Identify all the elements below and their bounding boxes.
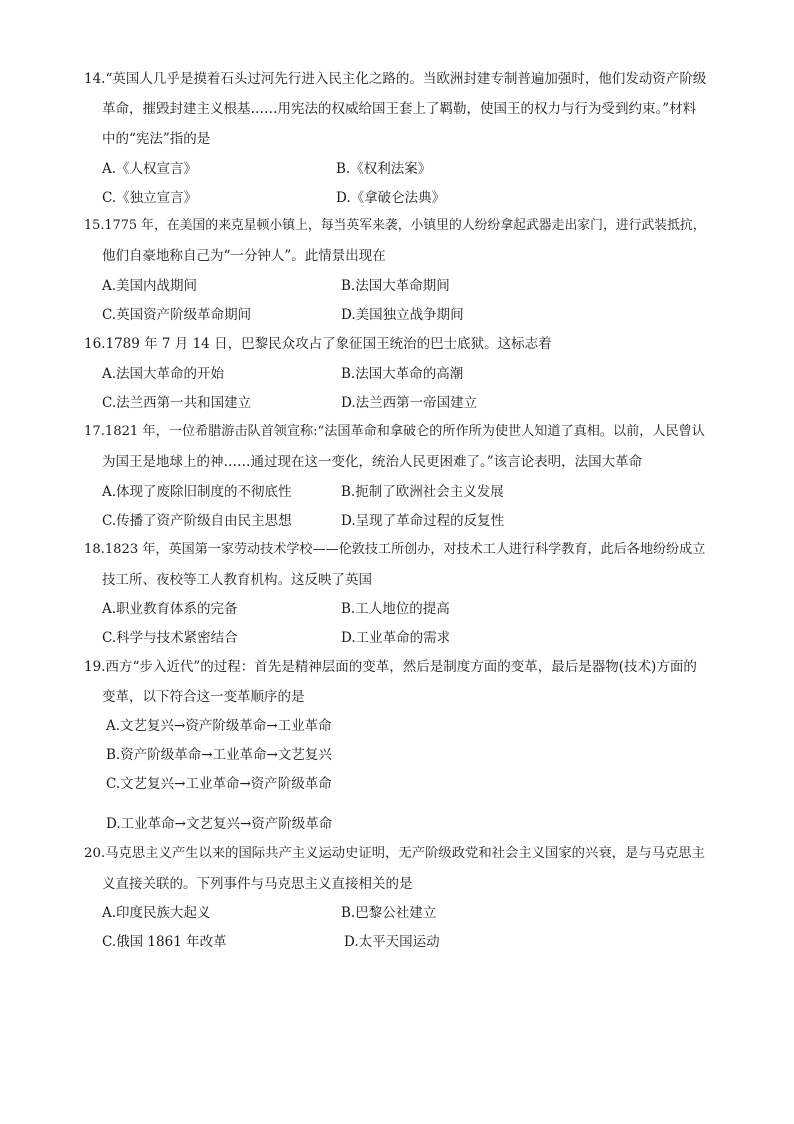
option-a: A.美国内战期间 [102,278,198,294]
option-b: B.资产阶级革命→工业革命→文艺复兴 [106,747,332,763]
question-number: 18. [84,542,105,557]
option-c: C.法兰西第一共和国建立 [102,395,252,411]
option-b: B.法国大革命期间 [341,278,450,294]
option-d: D.呈现了革命过程的反复性 [341,513,505,529]
question-17-stem-line-1: 17.1821 年，一位希腊游击队首领宣称:“法国革命和拿破仑的所作所为使世人知道了真相。以前，人民曾认 [84,424,705,439]
option-a: A.体现了废除旧制度的不彻底性 [102,484,292,500]
option-c: C.文艺复兴→工业革命→资产阶级革命 [106,776,332,792]
question-17-stem-line-2: 为国王是地球上的神……通过现在这一变化，统治人民更困难了。”该言论表明，法国大革命 [102,454,643,470]
option-c: C.《独立宣言》 [102,190,198,206]
question-number: 14. [84,71,106,87]
option-c: C.英国资产阶级革命期间 [102,307,252,323]
option-b: B.法国大革命的高潮 [341,366,464,382]
question-20-stem-line-1: 20.马克思主义产生以来的国际共产主义运动史证明，无产阶级政党和社会主义国家的兴衰，是与马克思主 [84,846,705,861]
question-19-stem-line-2: 变革，以下符合这一变革顺序的是 [102,689,305,705]
option-c: C.科学与技术紧密结合 [102,630,238,646]
question-number: 17. [84,424,105,439]
option-a: A.《人权宣言》 [102,161,198,177]
option-d: D.法兰西第一帝国建立 [341,395,478,411]
option-a: A.法国大革命的开始 [102,366,225,382]
question-number: 15. [84,218,105,233]
option-d: D.《拿破仑法典》 [336,190,446,206]
question-20-stem-line-2: 义直接关联的。下列事件与马克思主义直接相关的是 [102,876,413,892]
question-14-stem-line-2: 革命，摧毁封建主义根基……用宪法的权威给国王套上了羁勒，使国王的权力与行为受到约束。”材料 [102,101,697,117]
option-b: B.扼制了欧洲社会主义发展 [341,484,504,500]
question-number: 16. [84,336,106,352]
question-15-stem-line-2: 他们自豪地称自己为“一分钟人”。此情景出现在 [102,248,386,264]
question-14-stem-line-1: 14.“英国人几乎是摸着石头过河先行进入民主化之路的。当欧洲封建专制普遍加强时，他们发动资产阶级 [84,71,707,87]
option-a: A.文艺复兴→资产阶级革命→工业革命 [106,718,332,734]
option-a: A.印度民族大起义 [102,905,211,921]
question-number: 19. [84,659,106,675]
option-c: C.传播了资产阶级自由民主思想 [102,513,292,529]
question-14-stem-line-3: 中的“宪法”指的是 [102,131,211,147]
option-d: D.太平天国运动 [344,934,440,950]
question-18-stem-line-2: 技工所、夜校等工人教育机构。这反映了英国 [102,572,372,588]
question-15-stem-line-1: 15.1775 年，在美国的来克星顿小镇上，每当英军来袭，小镇里的人纷纷拿起武器走出家门，进行武装抵抗， [84,218,706,233]
option-c: C.俄国 1861 年改革 [102,934,227,950]
option-b: B.工人地位的提高 [341,601,450,617]
option-d: D.工业革命的需求 [341,630,451,646]
option-d: D.工业革命→文艺复兴→资产阶级革命 [106,816,333,832]
question-19-stem-line-1: 19.西方“步入近代”的过程：首先是精神层面的变革，然后是制度方面的变革，最后是器物(技术)方面的 [84,659,697,675]
option-b: B.巴黎公社建立 [341,905,437,921]
question-18-stem-line-1: 18.1823 年，英国第一家劳动技术学校——伦敦技工所创办，对技术工人进行科学教育，此后各地纷纷成立 [84,542,706,557]
option-b: B.《权利法案》 [336,161,432,177]
option-d: D.美国独立战争期间 [341,307,464,323]
question-16-stem-line-1: 16.1789 年 7 月 14 日，巴黎民众攻占了象征国王统治的巴士底狱。这标志着 [84,336,552,352]
option-a: A.职业教育体系的完备 [102,601,238,617]
question-number: 20. [84,846,106,861]
